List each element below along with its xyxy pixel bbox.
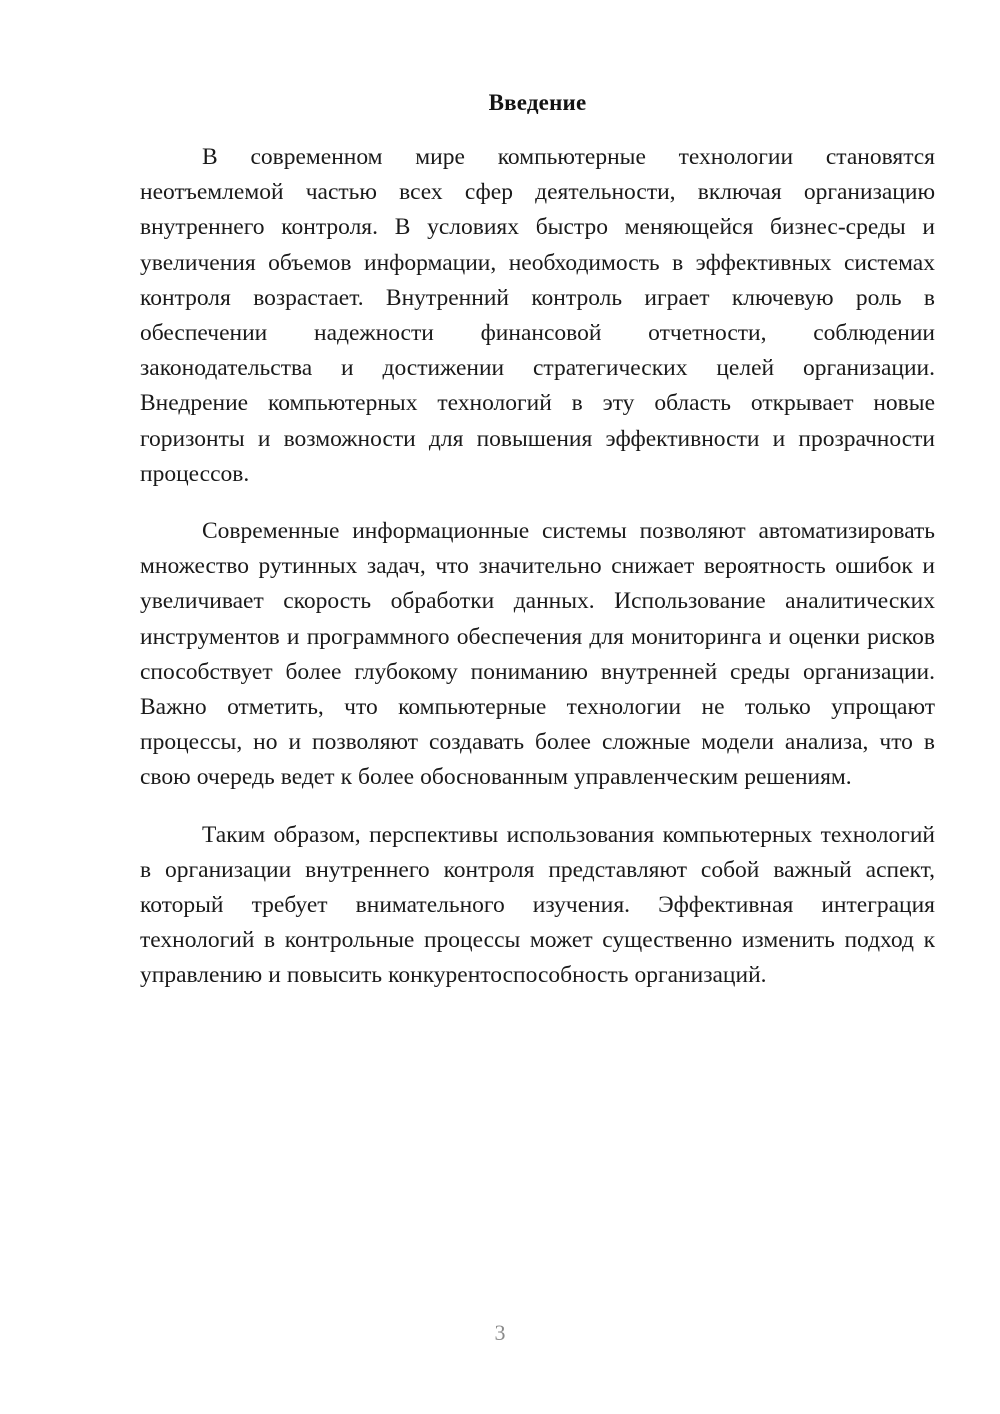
page-title: Введение [488, 90, 587, 115]
page-number: 3 [494, 1320, 506, 1345]
body-paragraph-1: В современном мире компьютерные технологии становятся неотъемлемой частью всех сфер деятельности, включая организацию внутреннего контроля. В условиях быстро меняющейся бизнес-среды и увеличения объемов информации, необходимость в эффективных системах контроля возрастает. Внутренний контроль играет ключевую роль в обеспечении надежности финансовой отчетности, соблюдении законодательства и достижении стратегических целей организации. Внедрение компьютерных технологий в эту область открывает новые горизонты и возможности для повышения эффективности и прозрачности процессов. [140, 143, 935, 487]
body-paragraph-3: Таким образом, перспективы использования компьютерных технологий в организации внутреннего контроля представляют собой важный аспект, который требует внимательного изучения. Эффективная интеграция технологий в контрольные процессы может существенно изменить подход к управлению и повысить конкурентоспособность организаций. [140, 821, 935, 989]
body-paragraph-2: Современные информационные системы позволяют автоматизировать множество рутинных задач, что значительно снижает вероятность ошибок и увеличивает скорость обработки данных. Использование аналитических инструментов и программного обеспечения для мониторинга и оценки рисков способствует более глубокому пониманию внутренней среды организации. Важно отметить, что компьютерные технологии не только упрощают процессы, но и позволяют создавать более сложные модели анализа, что в свою очередь ведет к более обоснованным управленческим решениям. [140, 517, 935, 791]
document-body [140, 88, 935, 994]
